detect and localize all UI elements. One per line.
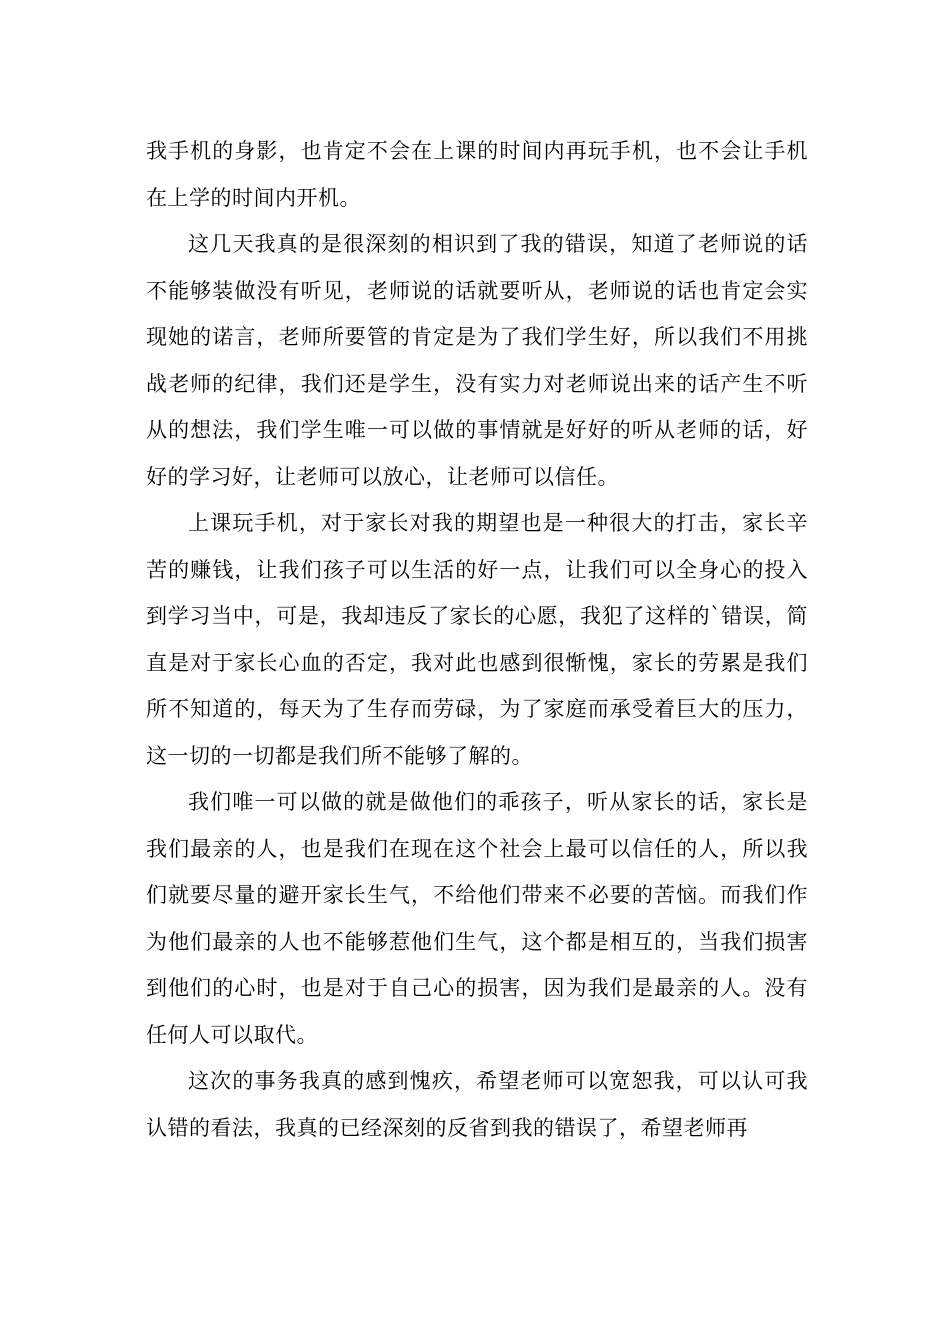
- paragraph-5: 这次的事务我真的感到愧疚，希望老师可以宽恕我，可以认可我认错的看法，我真的已经深刻的反省到我的错误了，希望老师再: [146, 1069, 808, 1140]
- document-body: [146, 128, 808, 1151]
- paragraph-4: 我们唯一可以做的就是做他们的乖孩子，听从家长的话，家长是我们最亲的人，也是我们在现在这个社会上最可以信任的人，所以我们就要尽量的避开家长生气，不给他们带来不必要的苦恼。而我们作为他们最亲的人也不能够惹他们生气，这个都是相互的，当我们损害到他们的心时，也是对于自己心的损害，因为我们是最亲的人。没有任何人可以取代。: [146, 790, 808, 1047]
- paragraph-1: 我手机的身影，也肯定不会在上课的时间内再玩手机，也不会让手机在上学的时间内开机。: [146, 139, 808, 210]
- paragraph-3: 上课玩手机，对于家长对我的期望也是一种很大的打击，家长辛苦的赚钱，让我们孩子可以生活的好一点，让我们可以全身心的投入到学习当中，可是，我却违反了家长的心愿，我犯了这样的`错误，简直是对于家长心血的否定，我对此也感到很惭愧，家长的劳累是我们所不知道的，每天为了生存而劳碌，为了家庭而承受着巨大的压力，这一切的一切都是我们所不能够了解的。: [146, 511, 808, 768]
- paragraph-2: 这几天我真的是很深刻的相识到了我的错误，知道了老师说的话不能够装做没有听见，老师说的话就要听从，老师说的话也肯定会实现她的诺言，老师所要管的肯定是为了我们学生好，所以我们不用挑战老师的纪律，我们还是学生，没有实力对老师说出来的话产生不听从的想法，我们学生唯一可以做的事情就是好好的听从老师的话，好好的学习好，让老师可以放心，让老师可以信任。: [146, 232, 808, 489]
